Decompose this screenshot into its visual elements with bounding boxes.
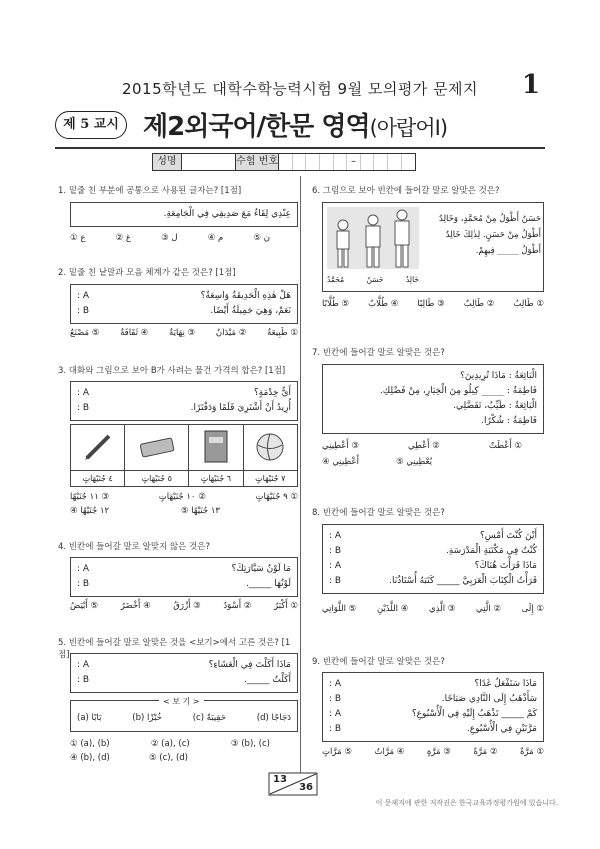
q7-line (329, 399, 537, 414)
q2-b-line: نَعَمْ، وَهِيَ جَمِيلَةٌ أَيْضًا. (210, 306, 291, 316)
page-number: 1 (521, 70, 540, 100)
q9-tag: : A (329, 709, 342, 719)
q6-box (322, 202, 544, 292)
q8-tag: : B (329, 576, 342, 586)
q7-option-2[interactable]: ② أَعْطِي (408, 441, 440, 451)
q8-box (322, 524, 544, 594)
q4-option-1[interactable]: ① أَكْبَرُ (274, 601, 298, 611)
q7-speaker: الْبَائِعَةُ : (508, 401, 537, 411)
q3-a-line: أَيُّ خِدْمَةٍ؟ (253, 388, 291, 398)
q4-b-tag: : B (77, 579, 90, 589)
pencil-cell (71, 425, 125, 471)
exam-no-cell[interactable] (402, 154, 415, 170)
q3-b-line: أُرِيدُ أَنْ أَشْتَرِيَ قَلَمًا وَدَفْتَرًا. (190, 403, 291, 413)
exam-no-dash: – (347, 154, 361, 170)
bogi-item-c: (c) حَقِيبَةً (192, 713, 226, 723)
q9-tag: : B (329, 694, 342, 704)
price-label: ٥ جُنَيْهَاتٍ (125, 471, 189, 487)
q4-option-2[interactable]: ② أَسْوَدُ (223, 601, 252, 611)
q2-box (70, 284, 298, 324)
q9-line: مَرَّتَيْنِ فِي الْأُسْبُوعِ. (466, 724, 537, 734)
q4-box (70, 557, 298, 597)
q5-option-3[interactable]: ③ (b), (c) (230, 739, 270, 749)
q1-option-5[interactable]: ⑤ ن (253, 233, 270, 243)
q1-option-3[interactable]: ③ ل (161, 233, 178, 243)
q8-line: أَيْنَ كُنْتَ أَمْسِ؟ (480, 531, 537, 541)
q2-b-tag: : B (77, 306, 90, 316)
q1-option-1[interactable]: ① ع (70, 233, 86, 243)
q3-option-5[interactable]: ⑤ ١٣ جُنَيْهًا (180, 506, 220, 516)
exam-no-cell[interactable] (279, 154, 293, 170)
q9-option-4[interactable]: ④ مَرَّاتٌ (374, 747, 405, 757)
bogi-label: < 보 기 > (159, 694, 204, 709)
eraser-cell (125, 425, 189, 471)
subject-main: 제2외국어/한문 영역 (143, 112, 370, 142)
q4-a-tag: : A (77, 564, 90, 574)
page-counter (268, 772, 318, 796)
q7-stem: 7. 빈칸에 들어갈 말로 알맞은 것은? (312, 348, 445, 358)
q7-option-4[interactable]: ④ أَعْطِينِي (322, 457, 359, 467)
q6-stem: 6. 그림으로 보아 빈칸에 들어갈 말로 알맞은 것은? (312, 186, 500, 196)
q2-options (70, 328, 298, 338)
q3-items-table (70, 424, 298, 487)
q2-option-1[interactable]: ① طَبِيعَةٌ (267, 328, 298, 338)
name-field[interactable] (182, 154, 236, 170)
exam-no-cell[interactable] (388, 154, 402, 170)
q7-line (329, 369, 537, 384)
q9-option-3[interactable]: ③ مَرَّةٍ (426, 747, 451, 757)
q7-speaker: الْبَائِعَةُ : (508, 371, 537, 381)
q8-option-5[interactable]: ⑤ اللَّوَاتِي (322, 604, 357, 614)
q9-stem: 9. 빈칸에 들어갈 말로 알맞은 것은? (312, 657, 445, 667)
q5-options-row2 (70, 753, 188, 763)
q5-bogi-box (70, 697, 298, 732)
price-label: ٦ جُنَيْهَاتٍ (189, 471, 243, 487)
q2-option-2[interactable]: ② مَيْدَانٌ (215, 328, 247, 338)
q6-option-1[interactable]: ① طَالِبُ (513, 299, 544, 309)
q8-option-2[interactable]: ② الَّتِي (476, 604, 501, 614)
q7-option-1[interactable]: ① أَعْطَتْ (488, 441, 522, 451)
q5-options-row1 (70, 739, 270, 749)
q7-option-5[interactable]: ⑤ يُعْطِينِي (396, 457, 432, 467)
q3-b-tag: : B (77, 403, 90, 413)
pencil-icon (81, 430, 115, 464)
q5-a-line: مَاذَا أَكَلْتَ فِي الْعَشَاءِ؟ (208, 660, 291, 670)
total-pages: 36 (299, 782, 313, 793)
q4-option-4[interactable]: ④ أَخْضَرُ (120, 601, 151, 611)
price-label: ٧ جُنَيْهَاتٍ (243, 471, 297, 487)
q5-box (70, 653, 298, 693)
q8-tag: : B (329, 546, 342, 556)
column-divider (300, 176, 301, 783)
exam-no-cell[interactable] (320, 154, 334, 170)
q1-option-2[interactable]: ② غ (115, 233, 131, 243)
q4-option-5[interactable]: ⑤ أَبْيَضُ (70, 601, 99, 611)
q3-options-row2 (70, 506, 220, 516)
q5-option-5[interactable]: ⑤ (c), (d) (148, 753, 188, 763)
exam-title: 2015학년도 대학수학능력시험 9월 모의평가 문제지 (121, 80, 479, 98)
bogi-item-d: (d) دَجَاجًا (256, 713, 291, 723)
q4-a-line: مَا لَوْنُ سَيَّارَتِكَ؟ (231, 564, 291, 574)
q4-stem: 4. 빈칸에 들어갈 말로 알맞지 않은 것은? (58, 542, 210, 552)
q5-option-2[interactable]: ② (a), (c) (150, 739, 190, 749)
price-label: ٤ جُنَيْهَاتٍ (71, 471, 125, 487)
q7-text: _____ كِيلُو مِنَ الْخِيَارِ، مِنْ فَضْلِكِ. (379, 386, 504, 396)
q6-line: أَطْوَلُ _____ فِيهِمْ. (475, 246, 541, 256)
q3-a-tag: : A (77, 388, 90, 398)
q2-option-4[interactable]: ④ ثَقَافَةٌ (120, 328, 149, 338)
q7-speaker: فَاطِمَةُ : (506, 386, 537, 396)
period-badge: 제 5 교시 (55, 111, 127, 139)
q9-options (322, 747, 544, 757)
q3-option-3[interactable]: ③ ١١ جُنَيْهًا (70, 492, 110, 502)
q5-b-line: أَكَلْتُ _____. (244, 675, 291, 685)
notebook-icon (199, 428, 233, 466)
q9-line: كَمْ _____ تَذْهَبُ إِلَيْهِ فِي الْأُسْبُوعِ؟ (411, 709, 537, 719)
q9-box (322, 672, 544, 742)
q7-text: مَاذَا تُرِيدِينَ؟ (460, 371, 506, 381)
q2-option-3[interactable]: ③ نِهَايَةٌ (169, 328, 196, 338)
q8-line: قَرَأْتُ الْكِتَابَ الْعَرَبِيَّ _____ كَتَبَهُ أُسْتَاذُنَا. (389, 576, 537, 586)
q9-option-1[interactable]: ① مَرَّةٌ (519, 747, 544, 757)
q1-stem: 1. 밑줄 친 부분에 공통으로 사용된 글자는? [1점] (58, 186, 242, 196)
q1-option-4[interactable]: ④ م (207, 233, 224, 243)
q2-stem: 2. 밑줄 친 낱말과 모음 체계가 같은 것은? [1점] (58, 268, 236, 278)
q9-line: مَاذَا سَتَفْعَلُ غَدًا؟ (474, 679, 537, 689)
q6-option-4[interactable]: ④ طُلَّابٌ (368, 299, 399, 309)
eraser-icon (137, 432, 177, 462)
ball-cell (243, 425, 297, 471)
q4-b-line: لَوْنُهَا _____. (245, 579, 291, 589)
q3-box (70, 381, 298, 421)
q8-tag: : A (329, 531, 342, 541)
q6-option-3[interactable]: ③ طَالِبًا (417, 299, 445, 309)
q8-options (322, 604, 544, 614)
q5-option-4[interactable]: ④ (b), (d) (70, 753, 110, 763)
q5-b-tag: : B (77, 675, 90, 685)
name-label: 성명 (153, 154, 182, 170)
q1-line: عِنْدِي لِقَاءٌ مَعَ صَدِيقِي فِي الْجَامِعَةِ. (163, 209, 291, 219)
q6-option-5[interactable]: ⑤ طُلَّابًا (322, 299, 350, 309)
subject-sub: (아랍어Ⅰ) (369, 116, 448, 140)
q7-box (322, 364, 544, 434)
q9-line: سَأَذْهَبُ إِلَى النَّادِي صَبَاحًا. (441, 694, 537, 704)
exam-no-cell[interactable] (293, 154, 307, 170)
q8-line: كُنْتُ فِي مَكْتَبَةِ الْمَدْرَسَةِ. (445, 546, 537, 556)
q9-tag: : B (329, 724, 342, 734)
q3-option-1[interactable]: ① ٩ جُنَيْهَاتٍ (255, 492, 298, 502)
q7-options-row1 (322, 441, 522, 451)
q6-option-2[interactable]: ② طَالِبٌ (463, 299, 495, 309)
q8-option-3[interactable]: ③ الَّذِي (429, 604, 456, 614)
q4-options (70, 601, 298, 611)
q3-stem: 3. 대화와 그림으로 보아 B가 사려는 물건 가격의 합은? [1점] (58, 366, 286, 376)
q8-option-4[interactable]: ④ اللَّذَيْنِ (376, 604, 409, 614)
q3-option-4[interactable]: ④ ١٢ جُنَيْهًا (70, 506, 110, 516)
q2-option-5[interactable]: ⑤ مَصْنَعٌ (70, 328, 100, 338)
q5-stem: 5. 빈칸에 들어갈 말로 알맞은 것을 <보기>에서 고른 것은? [1점] (58, 638, 291, 660)
q6-options (322, 299, 544, 309)
exam-no-label: 수험 번호 (236, 154, 279, 170)
q5-a-tag: : A (77, 660, 90, 670)
q4-option-3[interactable]: ③ أَزْرَقُ (173, 601, 201, 611)
q8-line: مَاذَا قَرَأْتَ هُنَاكَ؟ (474, 561, 537, 571)
copyright-notice: 이 문제지에 관한 저작권은 한국교육과정평가원에 있습니다. (375, 799, 558, 807)
name-exam-box (152, 153, 416, 171)
bogi-items (77, 711, 291, 726)
q2-a-line: هَلْ هٰذِهِ الْحَدِيقَةُ وَاسِعَةٌ؟ (200, 291, 291, 301)
q6-passage (423, 211, 541, 259)
q7-option-3[interactable]: ③ أَعْطِينِي (322, 441, 359, 451)
q9-option-5[interactable]: ⑤ مَرَّاتٍ (322, 747, 352, 757)
name-muhammad: مُحَمَّدٌ (327, 275, 345, 284)
exam-no-cell[interactable] (306, 154, 320, 170)
q8-stem: 8. 빈칸에 들어갈 말로 알맞은 것은? (312, 508, 445, 518)
ball-icon (253, 430, 287, 464)
exam-no-cell[interactable] (374, 154, 388, 170)
q9-option-2[interactable]: ② مَرَّةً (473, 747, 498, 757)
q5-option-1[interactable]: ① (a), (b) (70, 739, 110, 749)
exam-no-cell[interactable] (334, 154, 348, 170)
name-khalid: خَالِدٌ (405, 275, 419, 284)
q6-names (327, 272, 419, 287)
q2-a-tag: : A (77, 291, 90, 301)
exam-no-cell[interactable] (361, 154, 375, 170)
bogi-item-a: (a) بَابًا (77, 713, 102, 723)
q3-options-row1 (70, 492, 298, 502)
q9-tag: : A (329, 679, 342, 689)
q6-line: أَطْوَلُ مِنْ حَسَنٍ. لِذٰلِكَ خَالِدٌ (445, 230, 541, 240)
current-page: 13 (273, 774, 287, 785)
header-rule (55, 147, 545, 149)
q7-speaker: فَاطِمَةُ : (506, 416, 537, 426)
q1-box (70, 202, 298, 227)
q3-option-2[interactable]: ② ١٠ جُنَيْهَاتٍ (158, 492, 206, 502)
q7-line (329, 414, 537, 429)
subject-title (143, 106, 447, 143)
q8-tag: : A (329, 561, 342, 571)
bogi-item-b: (b) خُبْزًا (132, 713, 162, 723)
name-hasan: حَسَنٌ (366, 275, 384, 284)
q6-line: حَسَنٌ أَطْوَلُ مِنْ مُحَمَّدٍ، وَخَالِدٌ (439, 214, 541, 224)
notebook-cell (189, 425, 243, 471)
q7-text: طَيِّبٌ، تَفَضَّلِي. (453, 401, 506, 411)
q8-option-1[interactable]: ① إِلَى (521, 604, 544, 614)
q1-options (70, 233, 270, 243)
q7-line (329, 384, 537, 399)
q7-text: شُكْرًا. (481, 416, 504, 426)
q7-options-row2 (322, 457, 432, 467)
